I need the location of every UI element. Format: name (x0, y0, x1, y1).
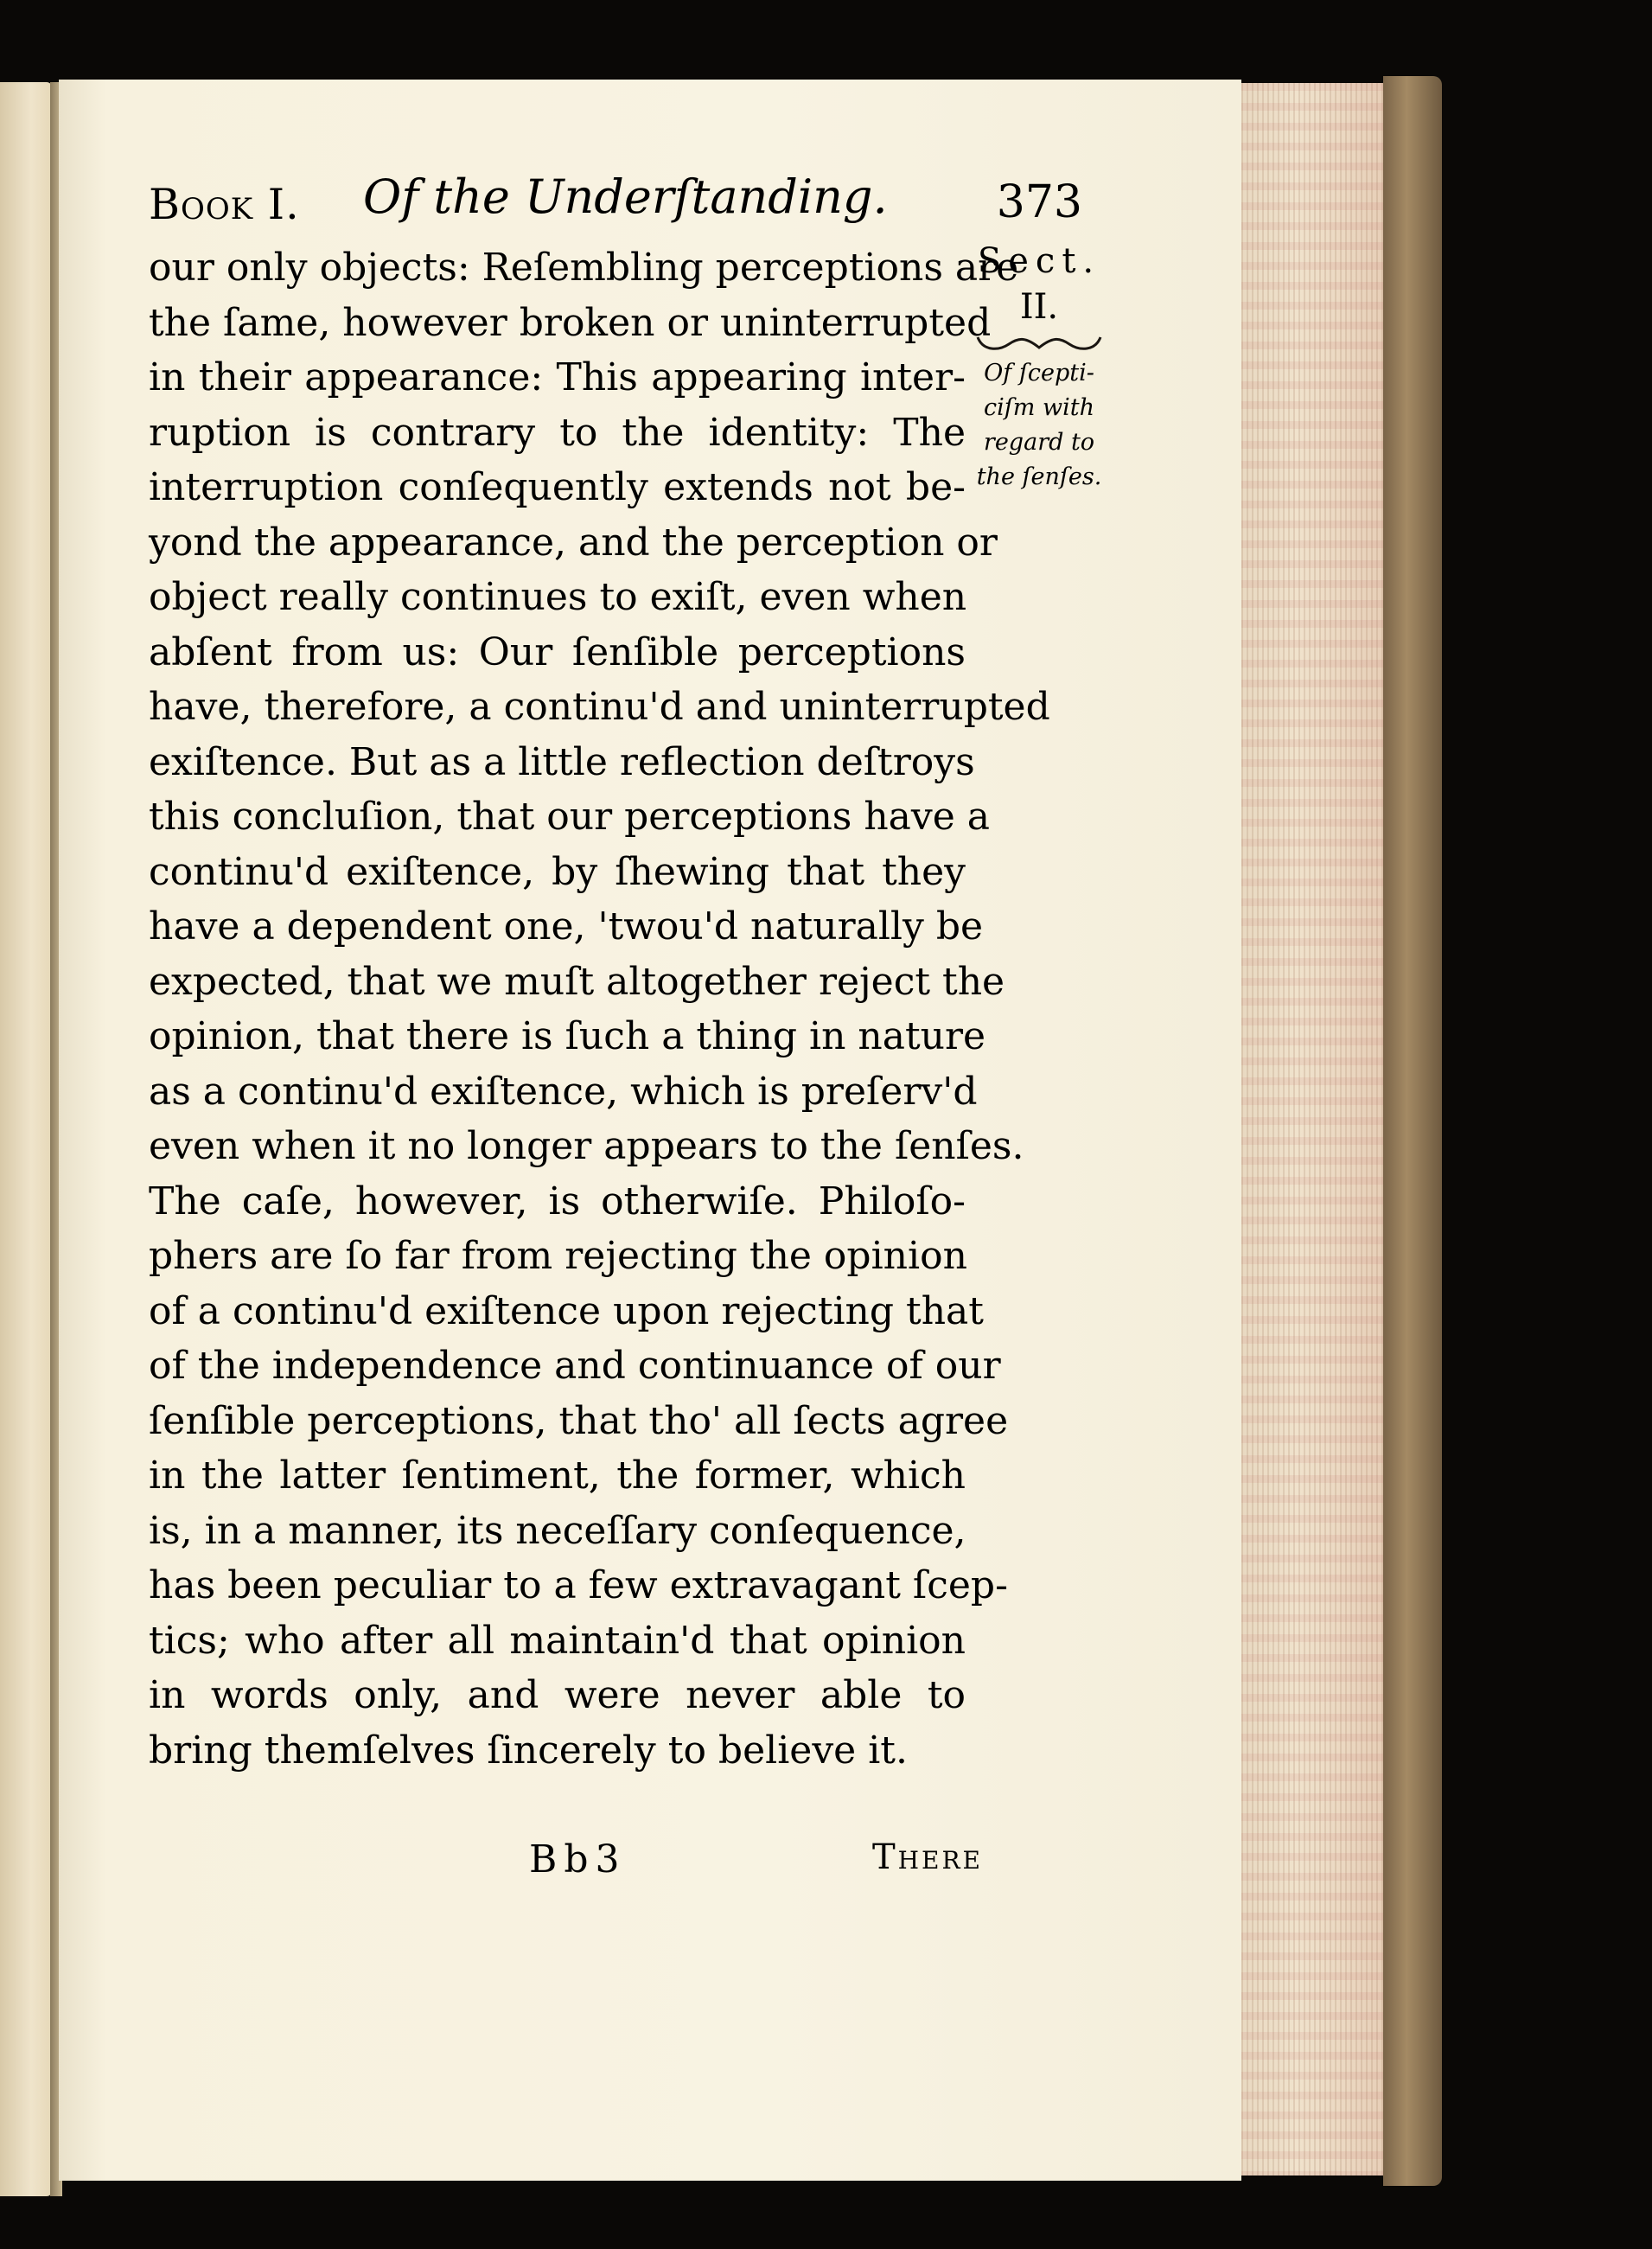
text-line: our only objects: Reſembling perceptions are (149, 246, 1019, 290)
text-line: of the independence and continuance of our (149, 1344, 1001, 1388)
text-line: of a continu'd exiſtence upon rejecting that (149, 1288, 984, 1333)
section-label: Sect. (977, 241, 1101, 281)
margin-note-line: Of ſcepti- (984, 360, 1094, 387)
text-line: object really continues to exiſt, even when (149, 575, 967, 619)
brace-ornament (974, 332, 1104, 355)
signature-mark: Bb3 (529, 1837, 627, 1882)
text-line: ſenſible perceptions, that tho' all ſects agree (149, 1398, 1009, 1443)
section-number: II. (1019, 287, 1059, 327)
text-line: have, therefore, a continu'd and uninterrupted (149, 685, 1050, 729)
text-line: exiſtence. But as a little reflection deſtroys (149, 739, 975, 784)
header-book: Book I. (149, 180, 300, 229)
margin-note-line: the ſenſes. (976, 463, 1102, 490)
text-line: as a continu'd exiſtence, which is preſerv'd (149, 1069, 978, 1114)
book-cover-edge (1383, 76, 1442, 2186)
running-header (149, 169, 1082, 239)
text-line: continu'd exiſtence, by ſhewing that they (149, 849, 966, 894)
text-line: even when it no longer appears to the ſenſes. (149, 1124, 1024, 1168)
text-line: in the latter ſentiment, the former, which (149, 1454, 966, 1498)
text-line: is, in a manner, its neceſſary conſequence, (149, 1508, 966, 1553)
text-line: The caſe, however, is otherwiſe. Philoſo- (149, 1179, 966, 1224)
facing-page-edge (0, 82, 52, 2196)
text-line: in words only, and were never able to (149, 1673, 966, 1717)
text-line: interruption conſequently extends not be- (149, 465, 966, 509)
text-line: phers are ſo far from rejecting the opinion (149, 1234, 967, 1278)
text-line: abſent from us: Our ſenſible perceptions (149, 629, 966, 674)
text-line: opinion, that there is ſuch a thing in nature (149, 1014, 986, 1058)
header-title: Of the Underſtanding. (363, 169, 888, 224)
text-line: tics; who after all maintain'd that opinion (149, 1618, 966, 1663)
page-fore-edge (1236, 83, 1392, 2176)
catchword: There (871, 1837, 983, 1877)
margin-note (970, 237, 1108, 495)
margin-note-line: regard to (983, 429, 1095, 456)
margin-note-lines (970, 356, 1108, 495)
text-line: in their appearance: This appearing inter- (149, 355, 966, 399)
text-line: bring themſelves ſincerely to believe it. (149, 1728, 908, 1773)
page-footer (529, 1837, 983, 1898)
text-line: has been peculiar to a few extravagant ſcep- (149, 1563, 1008, 1607)
page-number: 373 (996, 176, 1082, 228)
text-line: ruption is contrary to the identity: The (149, 410, 966, 455)
margin-note-line: ciſm with (984, 394, 1094, 421)
text-line: the ſame, however broken or uninterrupted (149, 300, 992, 345)
text-line: yond the appearance, and the perception or (149, 520, 998, 565)
text-line: expected, that we muſt altogether reject the (149, 959, 1005, 1004)
text-line: this concluſion, that our perceptions have a (149, 795, 991, 839)
text-line: have a dependent one, 'twou'd naturally be (149, 904, 984, 949)
